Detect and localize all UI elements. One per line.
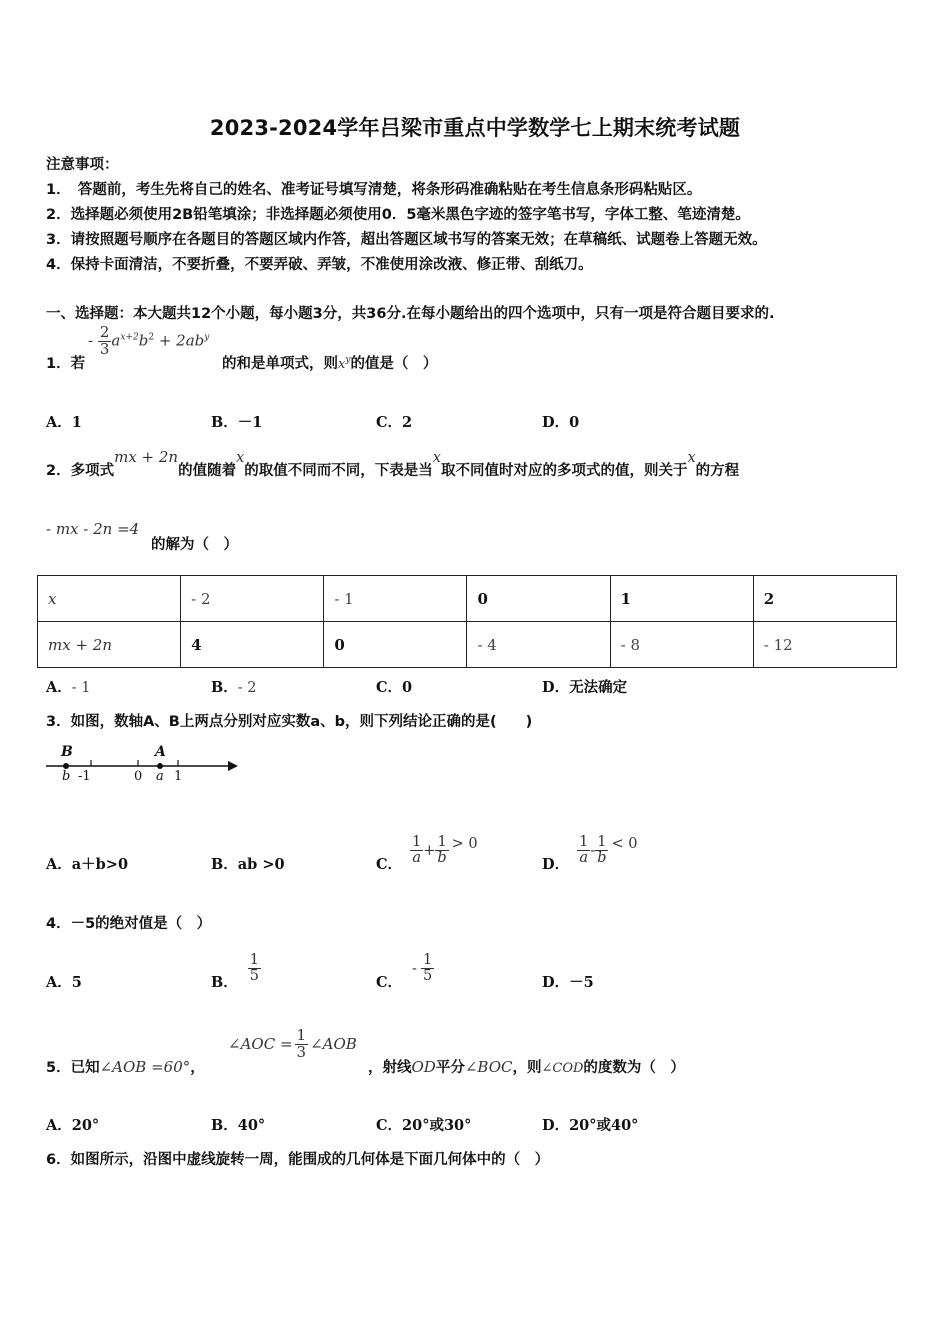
q4-text: 4．－5的绝对值是（ ） — [46, 916, 212, 932]
table-cell: 0 — [324, 622, 467, 668]
table-cell: 1 — [610, 576, 753, 622]
table-cell: mx + 2n — [38, 622, 181, 668]
q2-equation: - mx - 2n =4 — [46, 520, 140, 538]
values-table — [37, 575, 897, 668]
q1-expression: - $\frac{2}{3}$ $a^{x+2}b^2 + 2ab^y$ — [88, 323, 210, 358]
q1-prefix: 1．若 — [46, 356, 86, 372]
tick-label-1: 1 — [174, 769, 183, 784]
q4-option-a[interactable]: A．5 — [46, 974, 82, 991]
q1-option-d[interactable]: D．0 — [542, 414, 580, 431]
table-cell: - 4 — [467, 622, 610, 668]
note-item-1: 1． 答题前，考生先将自己的姓名、准考证号填写清楚，将条形码准确粘贴在考生信息条形码粘贴区。 — [46, 182, 702, 198]
q2-option-b[interactable]: B．- 2 — [211, 679, 257, 696]
note-item-2: 2．选择题必须使用2B铅笔填涂；非选择题必须使用0．5毫米黑色字迹的签字笔书写，字体工整、笔迹清楚。 — [46, 207, 750, 223]
q5-option-d[interactable]: D．20°或40° — [542, 1117, 639, 1134]
q5-prefix: 5．已知∠AOB =60°， — [46, 1058, 205, 1076]
q4-option-b[interactable]: B． $\frac{1}{5}$ — [211, 951, 259, 991]
q2-option-c[interactable]: C．0 — [376, 679, 413, 696]
q5-option-a[interactable]: A．20° — [46, 1117, 100, 1134]
page-title: 2023-2024学年吕梁市重点中学数学七上期末统考试题 — [209, 116, 741, 140]
q2-option-a[interactable]: A．- 1 — [46, 679, 91, 696]
table-cell: - 8 — [610, 622, 753, 668]
tick-label-neg1: -1 — [78, 769, 91, 784]
point-b-label: B — [61, 744, 73, 760]
q3-option-c[interactable]: C． $\frac{1}{a}$ + $\frac{1}{b}$ > 0 — [376, 833, 478, 873]
q5-option-c[interactable]: C．20°或30° — [376, 1117, 472, 1134]
q1-text: 的和是单项式，则$x^y$的值是（ ） — [222, 355, 438, 372]
q3-option-b[interactable]: B．ab >0 — [211, 856, 285, 873]
q5-text: ，射线OD平分∠BOC，则∠COD的度数为（ ） — [368, 1058, 685, 1076]
q2-question-end: 的解为（ ） — [151, 537, 238, 553]
table-cell: x — [38, 576, 181, 622]
table-cell: - 1 — [324, 576, 467, 622]
point-a-label: A — [155, 744, 166, 760]
q5-angle-relation: ∠AOC = $\frac{1}{3}$ ∠AOB — [228, 1026, 357, 1061]
table-row — [38, 576, 897, 622]
table-cell: 4 — [181, 622, 324, 668]
table-row — [38, 622, 897, 668]
q5-option-b[interactable]: B．40° — [211, 1117, 266, 1134]
q3-option-a[interactable]: A．a＋b>0 — [46, 856, 129, 873]
q3-text: 3．如图，数轴A、B上两点分别对应实数a、b，则下列结论正确的是( ) — [46, 714, 533, 730]
notes-heading: 注意事项： — [46, 157, 119, 173]
table-cell: 0 — [467, 576, 610, 622]
note-item-4: 4．保持卡面清洁，不要折叠，不要弄破、弄皱，不准使用涂改液、修正带、刮纸刀。 — [46, 257, 593, 273]
q1-option-c[interactable]: C．2 — [376, 414, 413, 431]
tick-label-a: a — [156, 769, 164, 784]
q1-option-a[interactable]: A．1 — [46, 414, 82, 431]
q2-text: 2．多项式mx + 2n的值随着x的取值不同而不同，下表是当x取不同值时对应的多项式的值，则关于x的方程 — [46, 448, 740, 479]
q4-option-d[interactable]: D．－5 — [542, 974, 594, 991]
table-cell: - 2 — [181, 576, 324, 622]
table-cell: 2 — [753, 576, 896, 622]
tick-label-0: 0 — [134, 769, 143, 784]
tick-label-b: b — [62, 769, 71, 784]
q4-option-c[interactable]: C． - $\frac{1}{5}$ — [376, 951, 433, 991]
table-cell: - 12 — [753, 622, 896, 668]
q1-option-b[interactable]: B．－1 — [211, 414, 263, 431]
fraction: $\frac{2}{3}$ — [99, 323, 110, 358]
number-line-figure — [44, 744, 244, 788]
section-heading: 一、选择题：本大题共12个小题，每小题3分，共36分.在每小题给出的四个选项中，只有一项是符合题目要求的. — [46, 306, 775, 322]
q2-option-d[interactable]: D．无法确定 — [542, 679, 628, 696]
q3-option-d[interactable]: D． $\frac{1}{a}$ - $\frac{1}{b}$ < 0 — [542, 833, 638, 873]
note-item-3: 3．请按照题号顺序在各题目的答题区域内作答，超出答题区域书写的答案无效；在草稿纸、试题卷上答题无效。 — [46, 232, 767, 248]
q6-text: 6．如图所示，沿图中虚线旋转一周，能围成的几何体是下面几何体中的（ ） — [46, 1152, 550, 1168]
